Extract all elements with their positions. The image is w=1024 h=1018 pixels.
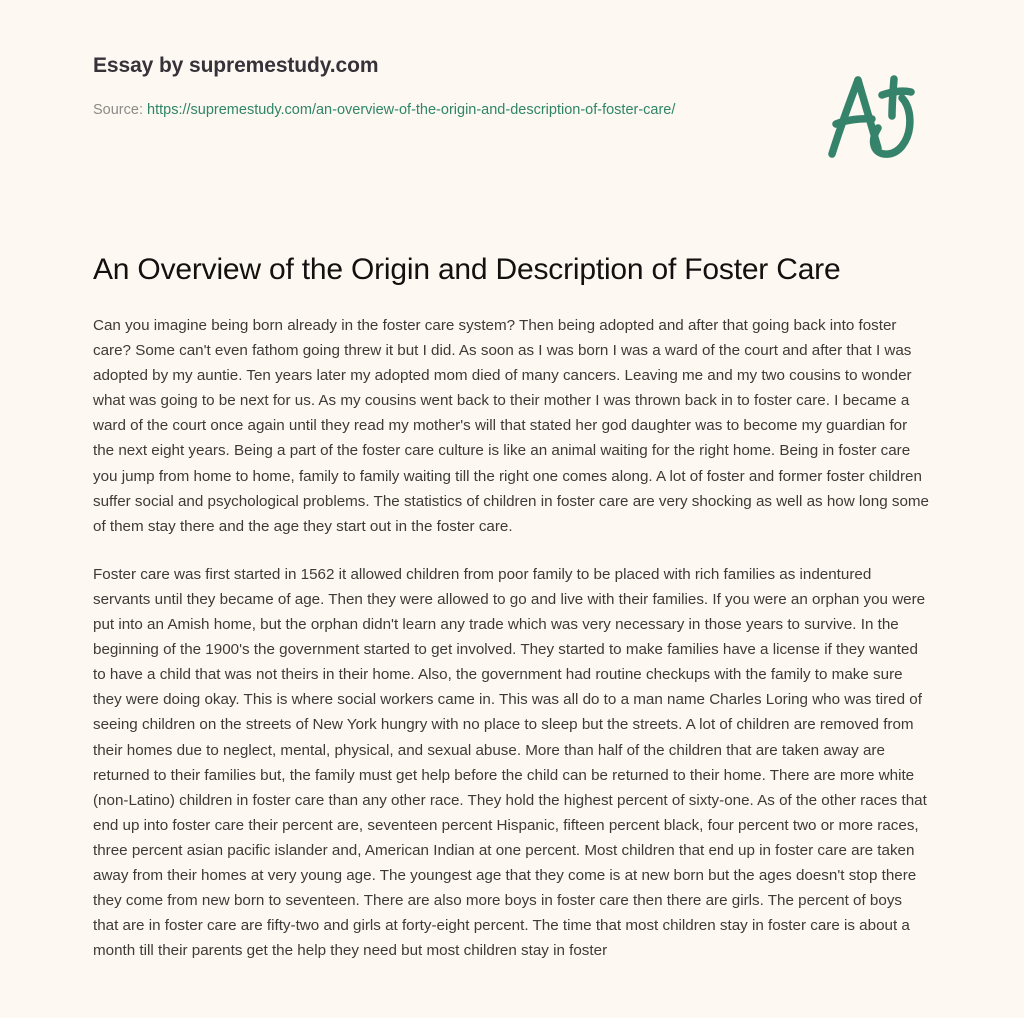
essay-paragraph: Can you imagine being born already in the foster care system? Then being adopted and after that going back into foster care? Some can't even fathom going threw it but I did. As soon as I was born I was a ward of the court and after that I was adopted by my auntie. Ten years later my adopted mom died of many cancers. Leaving me and my two cousins to wonder what was going to be next for us. As my cousins went back to their mother I was thrown back in to foster care. I became a ward of the court once again until they read my mother's will that stated her god daughter was to become my guardian for the next eight years. Being a part of the foster care culture is like an animal waiting for the right home. Being in foster care you jump from home to home, family to family waiting till the right one comes along. A lot of foster and former foster children suffer social and psychological problems. The statistics of children in foster care are very shocking as well as how long some of them stay there and the age they start out in the foster care. <box>93 317 929 535</box>
page-title: An Overview of the Origin and Description of Foster Care <box>93 253 841 286</box>
source-url-link[interactable]: https://supremestudy.com/an-overview-of-the-origin-and-description-of-foster-care/ <box>147 102 676 118</box>
essay-paragraph: Foster care was first started in 1562 it allowed children from poor family to be placed with rich families as indentured servants until they became of age. Then they were allowed to go and live with their families. If you were an orphan you were put into an Amish home, but the orphan didn't learn any trade which was very necessary in those years to survive. In the beginning of the 1900's the government started to get involved. They started to make families have a license if they wanted to have a child that was not theirs in their home. Also, the government had routine checkups with the family to make sure they were doing okay. This is where social workers came in. This was all do to a man name Charles Loring who was tired of seeing children on the streets of New York hungry with no place to sleep but the streets. A lot of children are removed from their homes due to neglect, mental, physical, and sexual abuse. More than half of the children that are taken away are returned to their families but, the family must get help before the child can be returned to their home. There are more white (non-Latino) children in foster care than any other race. They hold the highest percent of sixty-one. As of the other races that end up into foster care their percent are, seventeen percent Hispanic, fifteen percent black, four percent two or more races, three percent asian pacific islander and, American Indian at one percent. Most children that end up in foster care are taken away from their homes at very young age. The youngest age that they come is at new born but the ages doesn't stop there they come from new born to seventeen. There are also more boys in foster care then there are girls. The percent of boys that are in foster care are fifty-two and girls at forty-eight percent. The time that most children stay in foster care is about a month till their parents get the help they need but most children stay in foster <box>93 565 927 960</box>
source-label: Source: <box>93 102 143 118</box>
page-header <box>93 52 933 122</box>
a-plus-logo-icon <box>812 62 932 172</box>
brand-title: Essay by supremestudy.com <box>93 54 379 77</box>
essay-body <box>93 313 931 963</box>
source-line <box>93 99 753 122</box>
